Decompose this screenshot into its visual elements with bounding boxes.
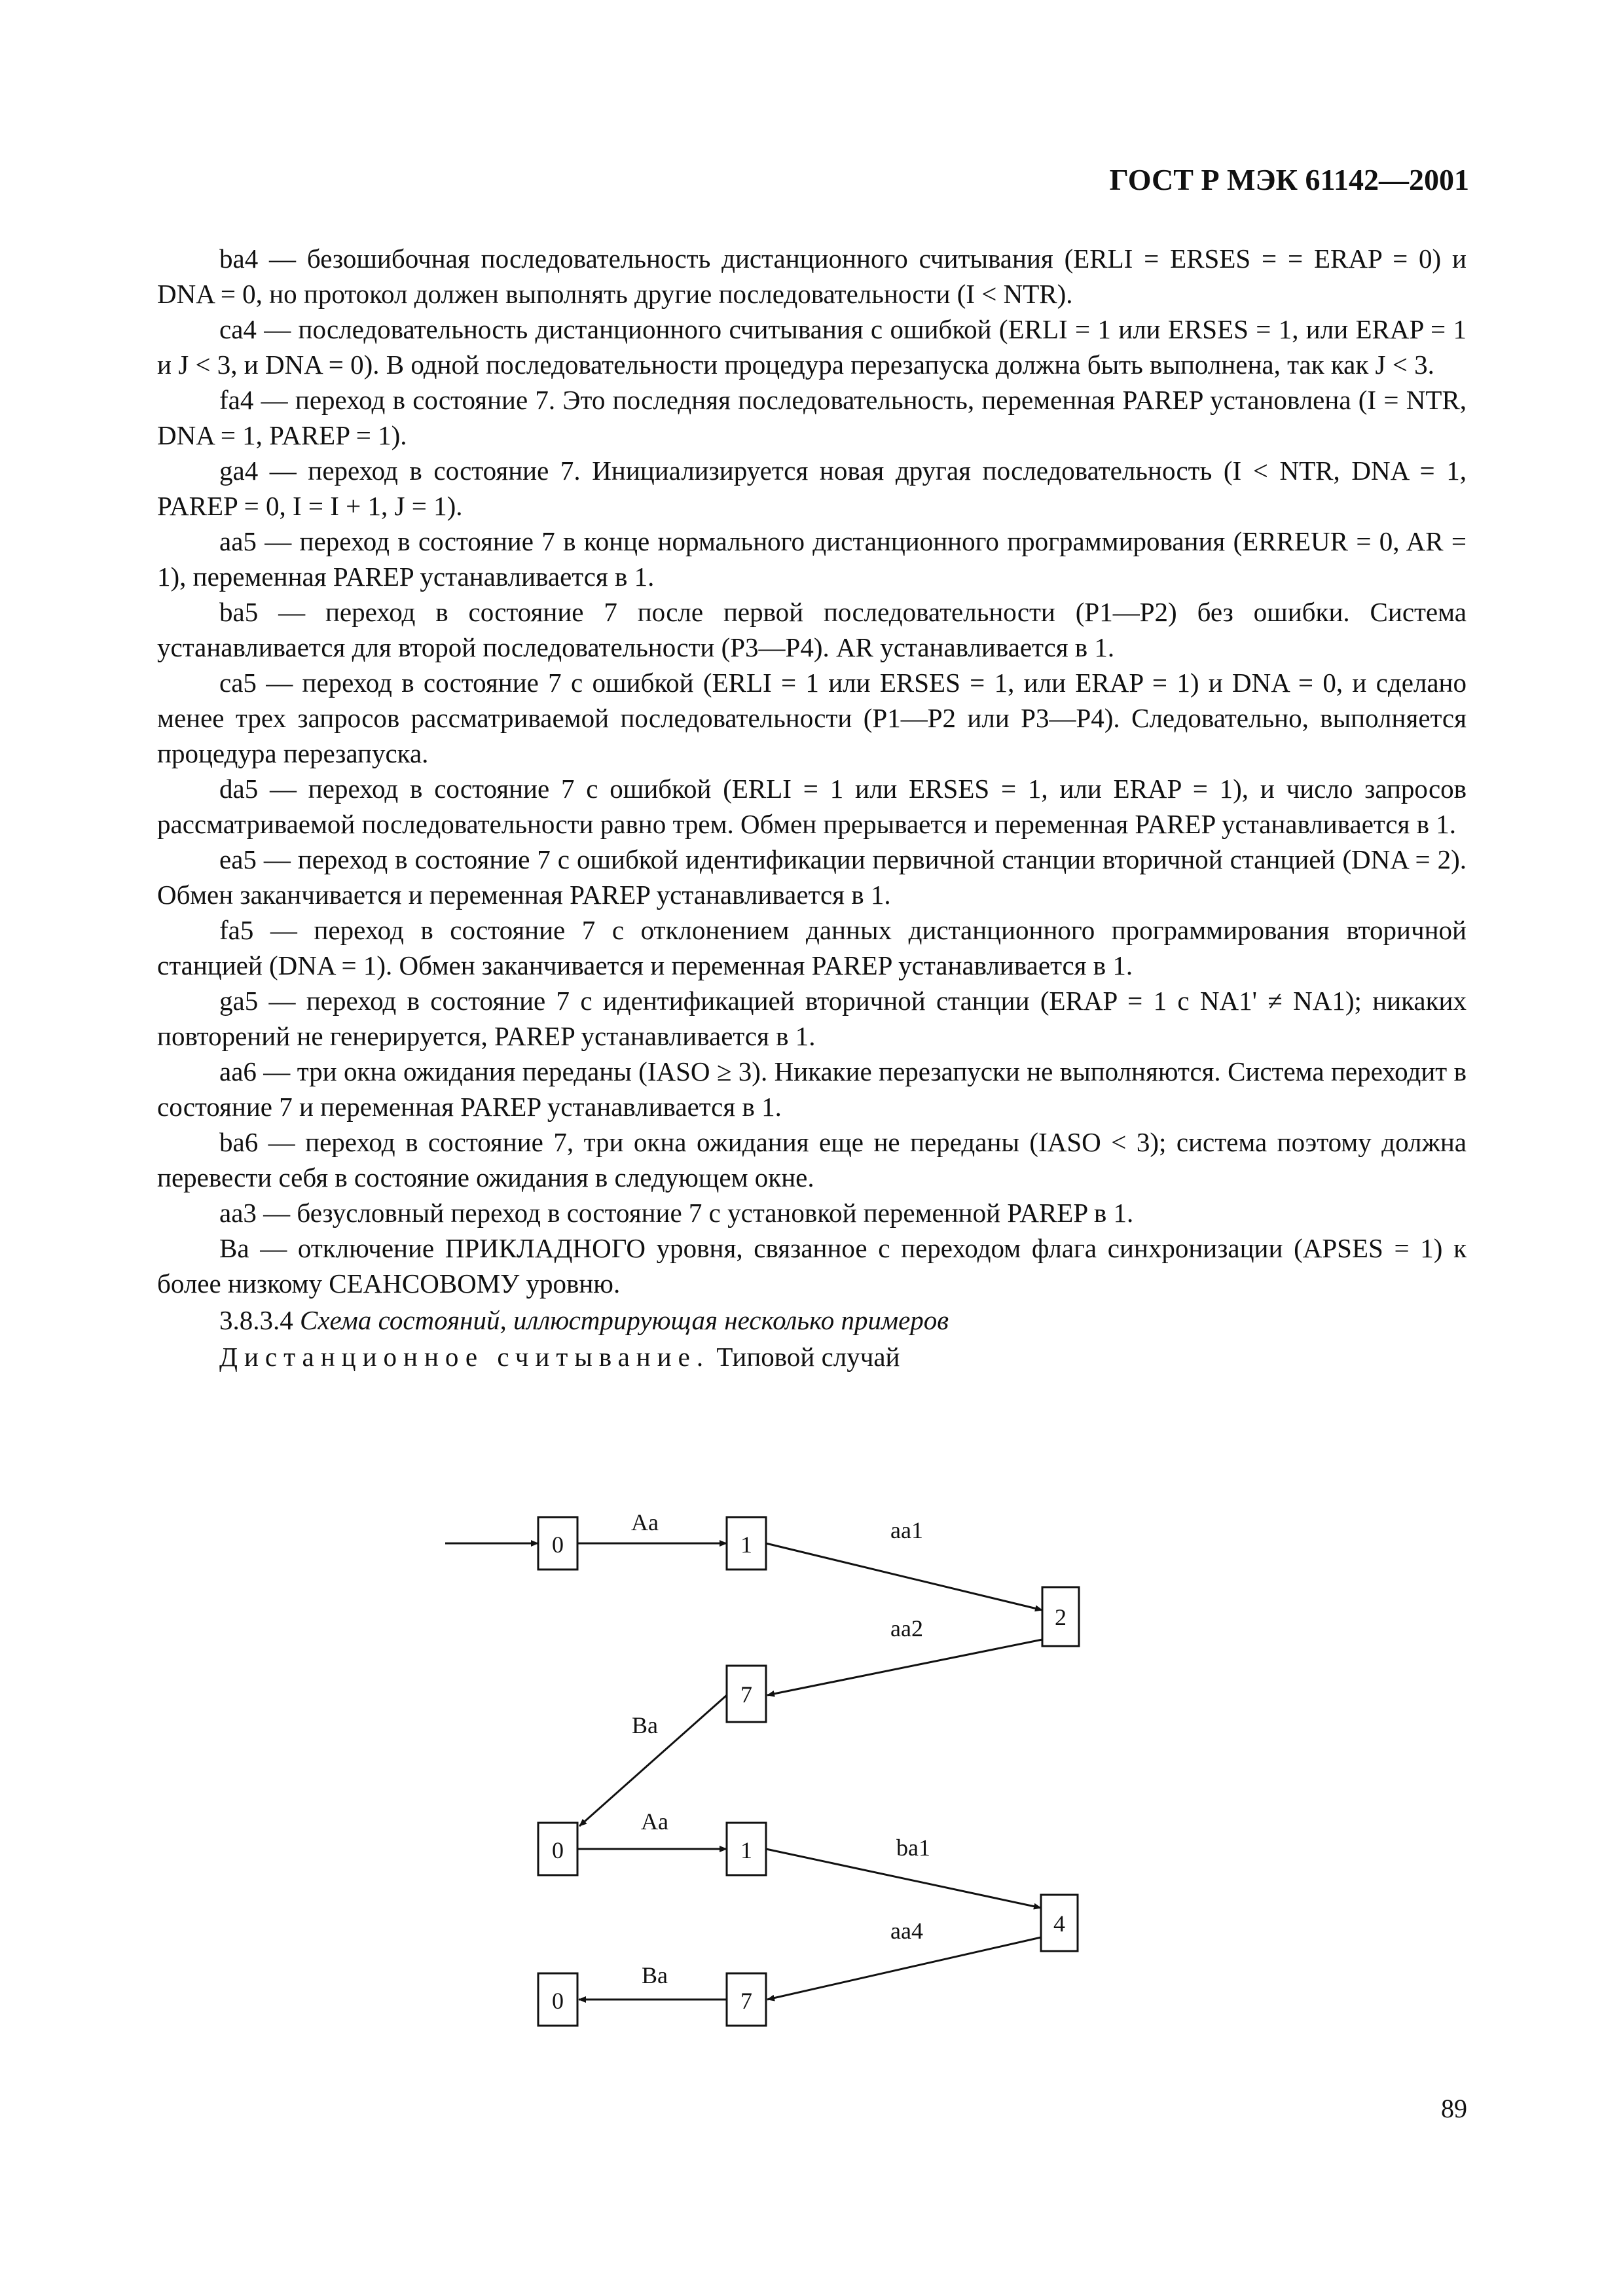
state-box-2 xyxy=(1042,1587,1079,1646)
paragraph-aa6: aa6 — три окна ожидания переданы (IASO ≥ 3). Никакие перезапуски не выполняются. Система переходит в состояние 7 и переменная PAREP устанавливается в 1. xyxy=(157,1056,1467,1122)
page-number: 89 xyxy=(1441,2094,1467,2123)
paragraph-fa4: fa4 — переход в состояние 7. Это последняя последовательность, переменная PAREP установлена (I = NTR, DNA = 1, PAREP = 1). xyxy=(157,385,1467,450)
transition-label-aa1: aa1 xyxy=(890,1517,923,1543)
paragraph-ba5: ba5 — переход в состояние 7 после первой последовательности (P1—P2) без ошибки. Система устанавливается для второй последовательности (P3—P4). AR устанавливается в 1. xyxy=(157,597,1467,662)
state-box-7-a xyxy=(727,1666,766,1722)
state-label: 7 xyxy=(740,1681,752,1708)
paragraph-ba6: ba6 — переход в состояние 7, три окна ожидания еще не переданы (IASO < 3); система поэтому должна перевести себя в состояние ожидания в следующем окне. xyxy=(157,1127,1467,1193)
paragraph-aa3: aa3 — безусловный переход в состояние 7 с установкой переменной PAREP в 1. xyxy=(219,1198,1134,1228)
transition-label-Ba-1: Ba xyxy=(632,1712,658,1738)
state-label: 0 xyxy=(552,1988,564,2014)
standard-header: ГОСТ Р МЭК 61142—2001 xyxy=(1109,163,1469,196)
edge-aa4 xyxy=(767,1937,1041,2000)
state-box-4 xyxy=(1041,1895,1078,1951)
state-box-0-b xyxy=(538,1823,577,1875)
transition-label-Ba-2: Ba xyxy=(642,1962,668,1988)
section-number: 3.8.3.4 xyxy=(219,1305,293,1335)
paragraph-ca5: ca5 — переход в состояние 7 с ошибкой (ERLI = 1 или ERSES = 1, или ERAP = 1) и DNA = 0, и сделано менее трех запросов рассматриваемой последовательности (P1—P2 или P3—P4). Следовательно, выполняется процедура перезапуска. xyxy=(157,668,1467,768)
transition-label-aa2: aa2 xyxy=(890,1615,923,1641)
state-label: 1 xyxy=(740,1532,752,1558)
state-label: 4 xyxy=(1053,1910,1065,1937)
subheading-spaced: Дистанционное считывание. xyxy=(219,1342,710,1372)
edge-aa2 xyxy=(767,1640,1042,1695)
paragraph-ca4: ca4 — последовательность дистанционного считывания с ошибкой (ERLI = 1 или ERSES = 1, или ERAP = 1 и J < 3, и DNA = 0). В одной последовательности процедура перезапуска должна быть выполнена, так как J < 3. xyxy=(157,314,1467,380)
state-label: 0 xyxy=(552,1532,564,1558)
paragraph-ba4: ba4 — безошибочная последовательность дистанционного считывания (ERLI = ERSES = = ERAP = 0) и DNA = 0, но протокол должен выполнять другие последовательности (I < NTR). xyxy=(157,243,1467,309)
paragraph-ea5: ea5 — переход в состояние 7 с ошибкой идентификации первичной станции вторичной станцией (DNA = 2). Обмен заканчивается и переменная PAREP устанавливается в 1. xyxy=(157,844,1467,910)
state-label: 2 xyxy=(1055,1604,1067,1630)
state-box-1-b xyxy=(727,1823,766,1875)
state-box-7-b xyxy=(727,1973,766,2026)
transition-label-aa4: aa4 xyxy=(890,1918,923,1944)
state-label: 7 xyxy=(740,1988,752,2014)
state-label: 0 xyxy=(552,1837,564,1863)
paragraph-aa5: aa5 — переход в состояние 7 в конце нормального дистанционного программирования (ERREUR = 0, AR = 1), переменная PAREP устанавливается в 1. xyxy=(157,526,1467,592)
paragraph-ba: Ba — отключение ПРИКЛАДНОГО уровня, связанное с переходом флага синхронизации (APSES = 1) к более низкому СЕАНСОВОМУ уровню. xyxy=(157,1233,1467,1299)
state-label: 1 xyxy=(740,1837,752,1863)
section-title: Схема состояний, иллюстрирующая несколько примеров xyxy=(300,1305,949,1335)
subheading-rest: Типовой случай xyxy=(716,1342,900,1372)
transition-label-Aa-1: Aa xyxy=(631,1509,659,1535)
paragraph-ga5: ga5 — переход в состояние 7 с идентификацией вторичной станции (ERAP = 1 с NA1' ≠ NA1); никаких повторений не генерируется, PAREP устанавливается в 1. xyxy=(157,986,1467,1051)
edge-aa1 xyxy=(766,1543,1042,1610)
paragraph-fa5: fa5 — переход в состояние 7 с отклонением данных дистанционного программирования вторичной станцией (DNA = 1). Обмен заканчивается и переменная PAREP устанавливается в 1. xyxy=(157,915,1467,980)
state-box-1-a xyxy=(727,1517,766,1570)
paragraph-ga4: ga4 — переход в состояние 7. Инициализируется новая другая последовательность (I < NTR, DNA = 1, PAREP = 0, I = I + 1, J = 1). xyxy=(157,456,1467,521)
paragraph-da5: da5 — переход в состояние 7 с ошибкой (ERLI = 1 или ERSES = 1, или ERAP = 1), и число запросов рассматриваемой последовательности равно трем. Обмен прерывается и переменная PAREP устанавливается в 1. xyxy=(157,774,1467,839)
state-box-0-a xyxy=(538,1517,577,1570)
transition-label-ba1: ba1 xyxy=(896,1835,930,1861)
state-box-0-c xyxy=(538,1973,577,2026)
transition-label-Aa-2: Aa xyxy=(641,1808,668,1835)
